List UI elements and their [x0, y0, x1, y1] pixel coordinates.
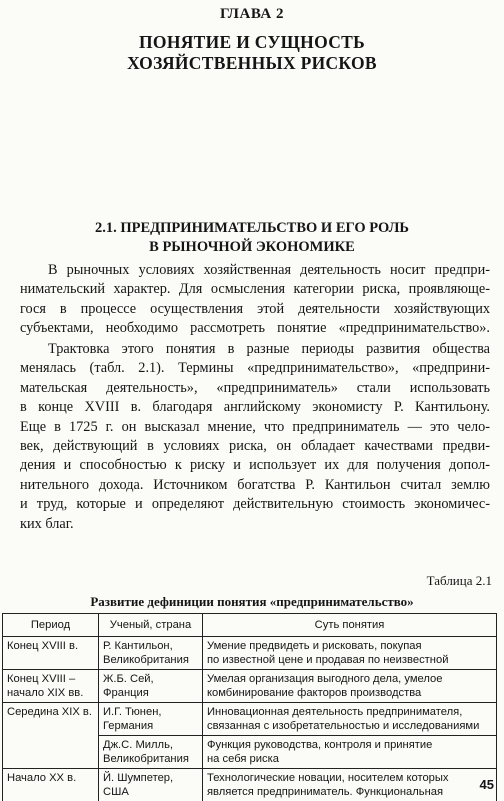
essence-cell: Умелая организация выгодного дела, умелое комбинирование факторов производства — [203, 670, 497, 703]
paragraph-line: Еще в 1725 г. он высказал мнение, что предприниматель — это чело- — [20, 418, 490, 437]
paragraph-line: ких благ. — [20, 515, 490, 534]
chapter-title — [0, 32, 504, 74]
paragraph-line: гося в процессе осуществления этой деятельности хозяйствующих — [20, 300, 490, 319]
paragraph-line: нительного дохода. Источником богатства Р. Кантильон считал землю — [20, 476, 490, 495]
scholar-cell: Й. Шумпетер, США — [99, 769, 203, 801]
scholar-cell: Ж.Б. Сей, Франция — [99, 670, 203, 703]
section-title-line: В РЫНОЧНОЙ ЭКОНОМИКЕ — [0, 238, 504, 257]
paragraph-line: менялась (табл. 2.1). Термины «предпринимательство», «предприни- — [20, 359, 490, 378]
period-cell: Конец XVIII – начало XIX вв. — [3, 670, 99, 703]
chapter-title-line: ХОЗЯЙСТВЕННЫХ РИСКОВ — [0, 53, 504, 74]
chapter-title-line: ПОНЯТИЕ И СУЩНОСТЬ — [0, 32, 504, 53]
paragraph-1 — [20, 261, 490, 339]
essence-cell: Инновационная деятельность предпринимателя, связанная с изобретательностью и исследованиями — [203, 703, 497, 736]
column-header-period: Период — [3, 614, 99, 637]
definitions-table — [2, 613, 497, 801]
column-header-scholar: Ученый, страна — [99, 614, 203, 637]
paragraph-line: мательская деятельность», «предприниматель» стали использовать — [20, 379, 490, 398]
period-cell: Середина XIX в. — [3, 703, 99, 769]
scholar-cell: И.Г. Тюнен, Германия — [99, 703, 203, 736]
essence-cell: Умение предвидеть и рисковать, покупая по известной цене и продавая по неизвестной — [203, 637, 497, 670]
paragraph-line: нимательский характер. Для осмысления категории риска, проявляюще- — [20, 280, 490, 299]
paragraph-line: Трактовка этого понятия в разные периоды развития общества — [20, 340, 490, 359]
table-header-row — [3, 614, 497, 637]
table-row — [3, 637, 497, 670]
essence-cell: Функция руководства, контроля и принятие на себя риска — [203, 736, 497, 769]
scholar-cell: Дж.С. Милль, Великобритания — [99, 736, 203, 769]
table-row — [3, 703, 497, 736]
paragraph-line: и труд, которые и определяют действительную стоимость экономичес- — [20, 495, 490, 514]
column-header-essence: Суть понятия — [203, 614, 497, 637]
paragraph-line: субъектами, необходимо рассмотреть понятие «предпринимательство». — [20, 319, 490, 338]
table-number: Таблица 2.1 — [427, 573, 492, 589]
period-cell: Конец XVIII в. — [3, 637, 99, 670]
paragraph-line: дения и способностью к риску и использует их для получения допол- — [20, 456, 490, 475]
period-cell: Начало XX в. — [3, 769, 99, 801]
table-row — [3, 769, 497, 801]
table-row — [3, 670, 497, 703]
section-title-line: 2.1. ПРЕДПРИНИМАТЕЛЬСТВО И ЕГО РОЛЬ — [0, 219, 504, 238]
paragraph-line: В рыночных условиях хозяйственная деятельность носит предпри- — [20, 261, 490, 280]
page-number: 45 — [480, 777, 494, 792]
essence-cell: Технологические новации, носителем которых является предприниматель. Функциональная — [203, 769, 497, 801]
paragraph-line: в конце XVIII в. благодаря английскому экономисту Р. Кантильону. — [20, 398, 490, 417]
paragraph-line: век, действующий в условиях риска, он обладает качествами предви- — [20, 437, 490, 456]
section-title — [0, 219, 504, 257]
chapter-label: ГЛАВА 2 — [0, 6, 504, 23]
table-caption: Развитие дефиниции понятия «предпринимательство» — [0, 594, 504, 610]
paragraph-2 — [20, 340, 490, 534]
scholar-cell: Р. Кантильон, Великобритания — [99, 637, 203, 670]
